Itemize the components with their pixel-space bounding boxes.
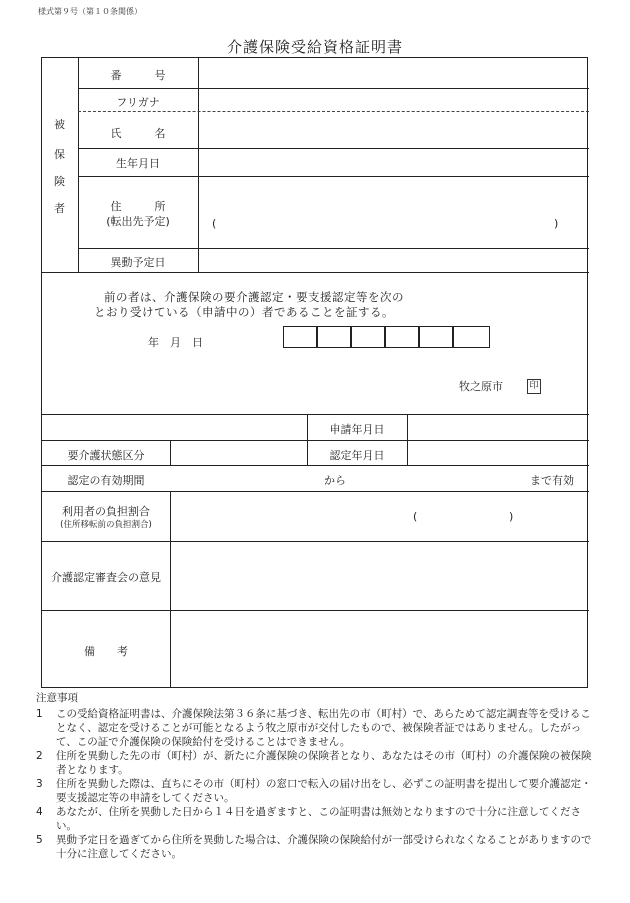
burden-label: 利用者の負担割合	[62, 505, 150, 518]
furigana-divider	[78, 111, 589, 112]
name-label: 氏 名	[110, 127, 166, 140]
divider	[78, 88, 589, 89]
valid-period-label: 認定の有効期間	[67, 474, 145, 487]
certification-date-label: 年 月 日	[148, 336, 203, 349]
valid-from-label: から	[324, 474, 346, 487]
certification-line-1: 前の者は、介護保険の要介護認定・要支援認定等を次の	[104, 290, 404, 304]
divider	[198, 58, 199, 272]
care-level-label: 要介護状態区分	[67, 449, 145, 462]
insured-label-1: 被	[54, 118, 65, 131]
divider	[42, 440, 589, 441]
document-title: 介護保険受給資格証明書	[226, 38, 403, 56]
date-box-4[interactable]	[385, 326, 419, 348]
seal-stamp: 印	[527, 379, 541, 394]
note-item	[36, 805, 592, 833]
certificate-form	[41, 57, 588, 688]
note-text: 住所を異動した際は、直ちにその市（町村）の窓口で転入の届け出をし、必ずこの証明書を提出して要介護認定・要支援認定等の申請をしてください。	[56, 778, 592, 804]
valid-until-label: まで有効	[530, 474, 574, 487]
insured-label-3: 険	[54, 175, 65, 188]
note-text: この受給資格証明書は、介護保険法第３６条に基づき、転出先の市（町村）で、あらためて認定調査等を受けることなく、認定を受けることが可能となるよう牧之原市が交付したもので、被保険者証ではありません。したがって、この証で介護保険の保険給付を受けることはできません。	[56, 708, 591, 748]
address-sublabel: (転出先予定)	[106, 215, 170, 228]
issuing-city: 牧之原市	[459, 380, 503, 393]
divider	[78, 176, 589, 177]
note-text: あなたが、住所を異動した日から１４日を過ぎますと、この証明書は無効となりますので十分に注意してください。	[56, 806, 581, 832]
form-number: 様式第９号（第１０条関係）	[38, 7, 142, 16]
move-date-label: 異動予定日	[110, 256, 166, 269]
divider	[42, 610, 589, 611]
note-number: 4	[36, 806, 43, 818]
divider	[407, 414, 408, 466]
notes-section	[36, 691, 592, 861]
date-box-2[interactable]	[317, 326, 351, 348]
note-item	[36, 777, 592, 805]
burden-sublabel: (住所移転前の負担割合)	[60, 520, 152, 530]
application-date-label: 申請年月日	[329, 423, 385, 436]
divider	[42, 272, 589, 273]
address-paren-open: (	[212, 217, 217, 230]
note-text: 住所を異動した先の市（町村）が、新たに介護保険の保険者となり、あなたはその市（町村）の介護保険の被保険者となります。	[56, 750, 592, 776]
number-label: 番 号	[110, 69, 166, 82]
divider	[42, 465, 589, 466]
divider	[42, 491, 589, 492]
date-box-6[interactable]	[453, 326, 490, 348]
divider	[170, 440, 171, 466]
note-item	[36, 833, 592, 861]
divider	[42, 414, 589, 415]
note-number: 1	[36, 708, 43, 720]
date-box-3[interactable]	[351, 326, 385, 348]
divider	[170, 491, 171, 688]
note-number: 3	[36, 778, 43, 790]
notes-heading: 注意事項	[36, 692, 78, 704]
divider	[78, 148, 589, 149]
note-text: 異動予定日を過ぎてから住所を異動した場合は、介護保険の保険給付が一部受けられなくなることがありますので十分に注意してください。	[56, 834, 592, 860]
note-number: 2	[36, 750, 43, 762]
address-paren-close: )	[554, 217, 559, 230]
certification-date-label: 認定年月日	[329, 449, 385, 462]
remarks-label: 備 考	[84, 645, 128, 658]
note-item	[36, 707, 592, 749]
date-box-1[interactable]	[283, 326, 317, 348]
date-box-5[interactable]	[419, 326, 453, 348]
address-label: 住 所	[110, 200, 166, 213]
divider	[78, 248, 589, 249]
dob-label: 生年月日	[116, 157, 160, 170]
insured-label-2: 保	[54, 148, 65, 161]
certification-line-2: とおり受けている（申請中の）者であることを証する。	[94, 305, 394, 319]
opinion-label: 介護認定審査会の意見	[51, 571, 161, 584]
burden-paren-open: (	[413, 510, 418, 523]
insured-label-4: 者	[54, 202, 65, 215]
divider	[42, 541, 589, 542]
note-item	[36, 749, 592, 777]
burden-paren-close: )	[509, 510, 514, 523]
note-number: 5	[36, 834, 43, 846]
furigana-label: フリガナ	[116, 96, 160, 109]
